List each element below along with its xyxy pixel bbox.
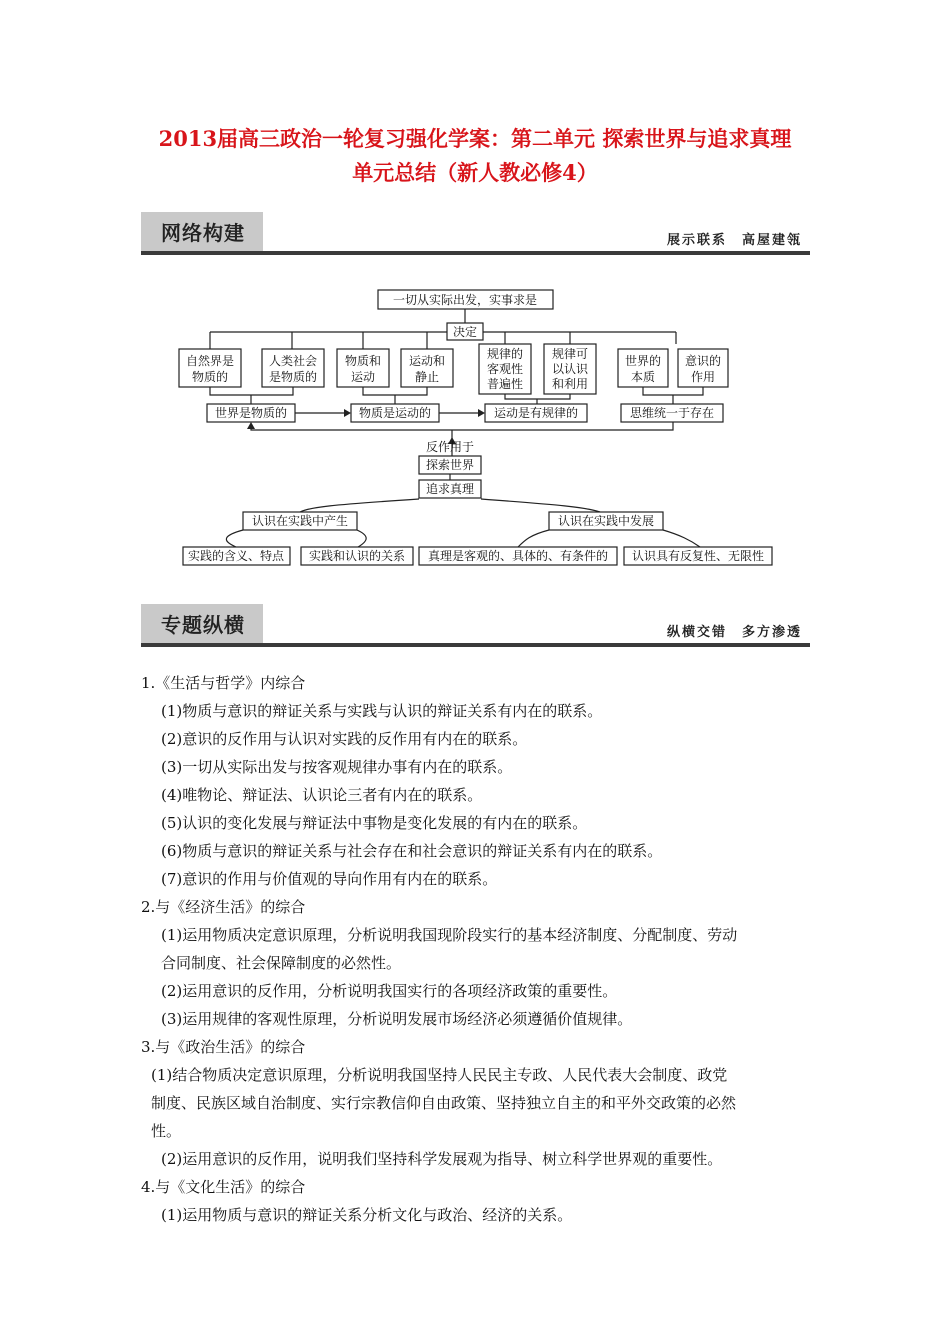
section-motto: 纵横交错 多方渗透 bbox=[666, 625, 802, 640]
node-thinking-existence-text: 思维统一于存在 bbox=[629, 406, 715, 420]
heading-1: 1.《生活与哲学》内综合 bbox=[141, 674, 306, 692]
node-nature-l2: 物质的 bbox=[191, 370, 229, 384]
node-consciousness-role-l1: 意识的 bbox=[684, 354, 722, 368]
heading-3: 3.与《政治生活》的综合 bbox=[141, 1038, 306, 1056]
node-society-l1: 人类社会 bbox=[268, 354, 318, 368]
paragraph: 合同制度、社会保障制度的必然性。 bbox=[161, 954, 402, 972]
section-motto: 展示联系 高屋建瓴 bbox=[666, 233, 802, 248]
paragraph: (3)运用规律的客观性原理，分析说明发展市场经济必须遵循价值规律。 bbox=[161, 1010, 633, 1028]
paragraph: (1)运用物质与意识的辩证关系分析文化与政治、经济的关系。 bbox=[161, 1206, 573, 1224]
paragraph: 制度、民族区域自治制度、实行宗教信仰自由政策、坚持独立自主的和平外交政策的必然 bbox=[151, 1094, 737, 1112]
node-consciousness-role-l2: 作用 bbox=[690, 370, 716, 384]
label-react: 反作用于 bbox=[426, 440, 475, 454]
paragraph: (4)唯物论、辩证法、认识论三者有内在的联系。 bbox=[161, 786, 483, 804]
paragraph: (1)结合物质决定意识原理，分析说明我国坚持人民民主专政、人民代表大会制度、政党 bbox=[151, 1066, 728, 1084]
node-motion-still-l2: 静止 bbox=[414, 370, 440, 384]
section-label: 网络构建 bbox=[161, 221, 245, 245]
node-world-material-text: 世界是物质的 bbox=[214, 406, 288, 420]
paragraph: (3)一切从实际出发与按客观规律办事有内在的联系。 bbox=[161, 758, 513, 776]
node-law-use-l2: 以认识 bbox=[551, 362, 589, 376]
heading-4: 4.与《文化生活》的综合 bbox=[141, 1178, 306, 1196]
paragraph: (5)认识的变化发展与辩证法中事物是变化发展的有内在的联系。 bbox=[161, 814, 588, 832]
node-law-use-l1: 规律可 bbox=[551, 347, 589, 361]
paragraph: 性。 bbox=[151, 1122, 182, 1140]
node-matter-motion-l1: 物质和 bbox=[344, 354, 382, 368]
document-title-line2: 单元总结（新人教必修4） bbox=[352, 160, 598, 185]
section-header-topics bbox=[141, 604, 810, 648]
paragraph: (2)运用意识的反作用，说明我们坚持科学发展观为指导、树立科学世界观的重要性。 bbox=[161, 1150, 723, 1168]
node-pursue-text: 追求真理 bbox=[425, 482, 475, 496]
node-matter-moving-text: 物质是运动的 bbox=[358, 406, 432, 420]
node-practice-relation-text: 实践和认识的关系 bbox=[308, 549, 406, 563]
document-title-line1: 2013届高三政治一轮复习强化学案：第二单元 探索世界与追求真理 bbox=[158, 126, 792, 151]
node-law-objective-l1: 规律的 bbox=[486, 347, 524, 361]
node-law-objective-l3: 普遍性 bbox=[486, 377, 524, 391]
node-world-essence-l2: 本质 bbox=[630, 370, 656, 384]
node-world-essence-l1: 世界的 bbox=[624, 354, 662, 368]
paragraph: (2)意识的反作用与认识对实践的反作用有内在的联系。 bbox=[161, 730, 528, 748]
paragraph: (1)物质与意识的辩证关系与实践与认识的辩证关系有内在的联系。 bbox=[161, 702, 603, 720]
node-matter-motion-l2: 运动 bbox=[350, 370, 376, 384]
paragraph: (1)运用物质决定意识原理，分析说明我国现阶段实行的基本经济制度、分配制度、劳动 bbox=[161, 926, 738, 944]
node-motion-still-l1: 运动和 bbox=[408, 354, 446, 368]
heading-2: 2.与《经济生活》的综合 bbox=[141, 898, 306, 916]
node-motion-law-text: 运动是有规律的 bbox=[493, 406, 579, 420]
node-truth-text: 真理是客观的、具体的、有条件的 bbox=[427, 549, 609, 563]
node-practice-meaning-text: 实践的含义、特点 bbox=[187, 549, 285, 563]
node-develop-text: 认识在实践中发展 bbox=[557, 514, 655, 528]
node-society-l2: 是物质的 bbox=[268, 370, 318, 384]
paragraph: (6)物质与意识的辩证关系与社会存在和社会意识的辩证关系有内在的联系。 bbox=[161, 842, 663, 860]
node-recurrence-text: 认识具有反复性、无限性 bbox=[631, 549, 765, 563]
node-arise-text: 认识在实践中产生 bbox=[251, 514, 349, 528]
node-nature-l1: 自然界是 bbox=[185, 354, 235, 368]
node-explore-text: 探索世界 bbox=[425, 458, 475, 472]
node-decide-text: 决定 bbox=[452, 325, 478, 339]
node-law-use-l3: 和利用 bbox=[551, 377, 589, 391]
paragraph: (2)运用意识的反作用，分析说明我国实行的各项经济政策的重要性。 bbox=[161, 982, 618, 1000]
node-law-objective-l2: 客观性 bbox=[486, 362, 524, 376]
concept-map-diagram bbox=[0, 0, 950, 600]
node-top-text: 一切从实际出发，实事求是 bbox=[392, 293, 538, 307]
section-label: 专题纵横 bbox=[161, 613, 245, 637]
paragraph: (7)意识的作用与价值观的导向作用有内在的联系。 bbox=[161, 870, 498, 888]
